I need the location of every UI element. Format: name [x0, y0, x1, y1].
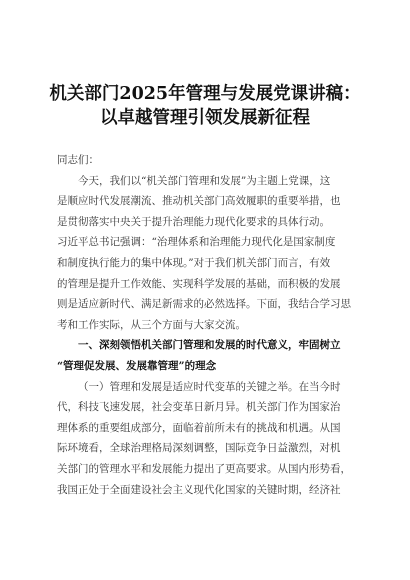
- paragraph-line: 今天，我们以“机关部门管理和发展”为主题上党课，这: [78, 174, 331, 187]
- paragraph-line: 关部门的管理水平和发展能力提出了更高要求。从国内形势看，: [57, 462, 351, 475]
- paragraph-line: 的管理是提升工作效能、实现科学发展的基础，而积极的发展: [57, 277, 341, 290]
- section-heading-line: “管理促发展、发展靠管理”的理念: [57, 359, 217, 372]
- paragraph-line: 和制度执行能力的集中体现。”对于我们机关部门而言，有效: [57, 256, 331, 269]
- salutation: 同志们：: [57, 154, 99, 166]
- paragraph-line: 理体系的重要组成部分，面临着前所未有的挑战和机遇。从国: [57, 421, 341, 434]
- paragraph-line: 是贯彻落实中央关于提升治理能力现代化要求的具体行动。: [57, 215, 330, 228]
- document-title-line-2: 以卓越管理引领发展新征程: [100, 108, 310, 128]
- paragraph-line: （一）管理和发展是适应时代变革的关键之举。在当今时: [78, 380, 341, 393]
- document-title-line-1: 机关部门2025年管理与发展党课讲稿：: [49, 84, 361, 104]
- section-heading-line: 一、深刻领悟机关部门管理和发展的时代意义，牢固树立: [78, 339, 341, 352]
- paragraph-line: 际环境看，全球治理格局深刻调整，国际竞争日益激烈，对机: [57, 442, 341, 455]
- paragraph-line: 考和工作实际，从三个方面与大家交流。: [57, 318, 246, 331]
- paragraph-line: 我国正处于全面建设社会主义现代化国家的关键时期，经济社: [57, 483, 341, 496]
- paragraph-line: 是顺应时代发展潮流、推动机关部门高效履职的重要举措，也: [57, 195, 341, 208]
- paragraph-line: 则是适应新时代、满足新需求的必然选择。下面，我结合学习思: [57, 298, 351, 311]
- document-body: [57, 150, 357, 500]
- paragraph-line: 代，科技飞速发展，社会变革日新月异。机关部门作为国家治: [57, 401, 341, 414]
- paragraph-line: 习近平总书记强调：“治理体系和治理能力现代化是国家制度: [57, 236, 336, 249]
